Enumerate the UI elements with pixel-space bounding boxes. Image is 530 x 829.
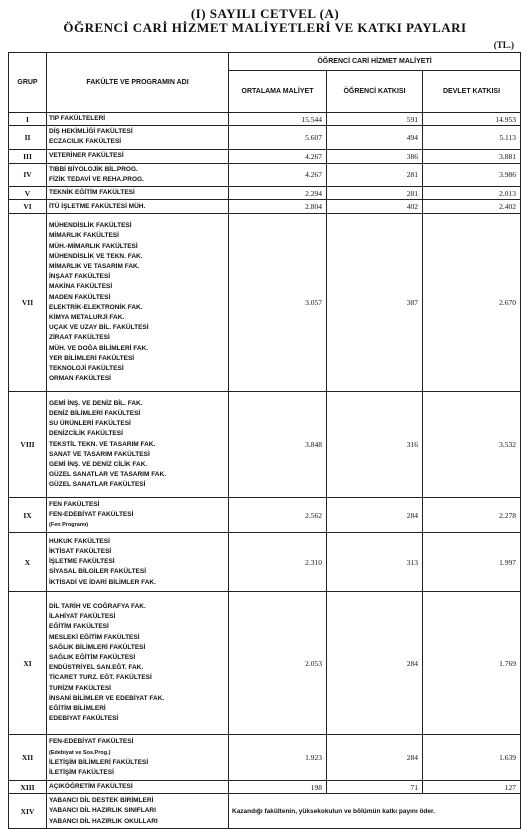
avg-cost-cell: 2.804 [229, 200, 327, 214]
faculty-name: EDEBİYAT FAKÜLTESİ [49, 715, 119, 723]
faculty-name: TIP FAKÜLTELERİ [49, 115, 106, 122]
student-share-cell: 316 [327, 392, 423, 498]
header-cost-group: ÖĞRENCİ CARİ HİZMET MALİYETİ [229, 53, 521, 71]
avg-cost-cell: 1.923 [229, 735, 327, 781]
faculty-name: VETERİNER FAKÜLTESİ [49, 152, 124, 159]
faculty-name: DENİZ BİLİMLERİ FAKÜLTESİ [49, 410, 141, 417]
faculty-name: ORMAN FAKÜLTESİ [49, 375, 111, 383]
student-share-cell: 494 [327, 126, 423, 149]
avg-cost-cell: 5.607 [229, 126, 327, 149]
faculty-name: MAKİNA FAKÜLTESİ [49, 283, 113, 291]
group-cell: XIV [9, 794, 47, 829]
faculty-name: AÇIKÖĞRETİM FAKÜLTESİ [49, 783, 133, 791]
avg-cost-cell: 3.848 [229, 392, 327, 498]
faculty-name: GÜZEL SANATLAR VE TASARIM FAK. [49, 471, 166, 479]
group-cell: III [9, 149, 47, 163]
student-share-cell: 281 [327, 187, 423, 200]
faculty-name: İKTİSAT FAKÜLTESİ [49, 547, 112, 555]
group-cell: VIII [9, 392, 47, 498]
student-share-cell: 591 [327, 113, 423, 126]
avg-cost-cell: 2.310 [229, 533, 327, 592]
table-row [9, 187, 521, 200]
faculty-cell [47, 794, 229, 829]
group-cell: V [9, 187, 47, 200]
faculty-name: EĞİTİM BİLİMLERİ [49, 705, 106, 713]
payment-note: Kazandığı fakültenin, yüksekokulun ve bölümün katkı payını öder. [229, 794, 521, 829]
faculty-name: İNSANİ BİLİMLER VE EDEBİYAT FAK. [49, 694, 165, 702]
faculty-name: HUKUK FAKÜLTESİ [49, 537, 110, 545]
faculty-name: FİZİK TEDAVİ VE REHA.PROG. [49, 175, 144, 183]
table-row [9, 533, 521, 592]
state-share-cell: 3.881 [423, 149, 521, 163]
faculty-name: SANAT VE TASARIM FAKÜLTESİ [49, 450, 150, 458]
state-share-cell: 14.953 [423, 113, 521, 126]
state-share-cell: 127 [423, 781, 521, 794]
faculty-name: (Edebiyat ve Sos.Prog.) [49, 749, 111, 756]
header-state-share: DEVLET KATKISI [423, 71, 521, 113]
group-cell: VII [9, 214, 47, 392]
state-share-cell: 1.997 [423, 533, 521, 592]
title-line-1: (I) SAYILI CETVEL (A) [190, 6, 340, 21]
cost-table [8, 52, 521, 829]
header-group: GRUP [9, 53, 47, 113]
faculty-name: TİCARET TURZ. EĞT. FAKÜLTESİ [49, 674, 152, 682]
state-share-cell: 1.769 [423, 592, 521, 735]
student-share-cell: 281 [327, 163, 423, 186]
faculty-name: DENİZCİLİK FAKÜLTESİ [49, 430, 123, 438]
faculty-name: SAĞLIK BİLİMLERİ FAKÜLTESİ [49, 643, 146, 651]
state-share-cell: 3.986 [423, 163, 521, 186]
faculty-cell [47, 781, 229, 794]
group-cell: XIII [9, 781, 47, 794]
table-row [9, 214, 521, 392]
student-share-cell: 387 [327, 214, 423, 392]
faculty-name: İNŞAAT FAKÜLTESİ [49, 273, 111, 281]
state-share-cell: 2.402 [423, 200, 521, 214]
table-row [9, 794, 521, 829]
avg-cost-cell: 2.053 [229, 592, 327, 735]
avg-cost-cell: 4.267 [229, 163, 327, 186]
group-cell: X [9, 533, 47, 592]
faculty-name: DİŞ HEKİMLİĞİ FAKÜLTESİ [49, 128, 133, 136]
faculty-name: SAĞLIK EĞİTİM FAKÜLTESİ [49, 654, 136, 662]
student-share-cell: 402 [327, 200, 423, 214]
faculty-name: FEN FAKÜLTESİ [49, 500, 100, 508]
student-share-cell: 71 [327, 781, 423, 794]
faculty-name: FEN-EDEBİYAT FAKÜLTESİ [49, 511, 134, 519]
faculty-name: ENDÜSTRİYEL SAN.EĞT. FAK. [49, 664, 144, 672]
faculty-name: TIBBİ BİYOLOJİK BİL.PROG. [49, 165, 138, 173]
group-cell: IV [9, 163, 47, 186]
faculty-name: İLETİŞİM BİLİMLERİ FAKÜLTESİ [49, 758, 149, 766]
avg-cost-cell: 3.057 [229, 214, 327, 392]
faculty-name: GEMİ İNŞ. VE DENİZ CİLİK FAK. [49, 461, 148, 469]
faculty-name: UÇAK VE UZAY BİL. FAKÜLTESİ [49, 324, 149, 332]
faculty-name: SİYASAL BİLGİLER FAKÜLTESİ [49, 568, 147, 576]
currency-unit: (TL.) [493, 40, 514, 50]
student-share-cell: 386 [327, 149, 423, 163]
faculty-name: SU ÜRÜNLERİ FAKÜLTESİ [49, 420, 131, 428]
faculty-name: MÜH.-MİMARLIK FAKÜLTESİ [49, 242, 138, 250]
faculty-name: MİMARLIK FAKÜLTESİ [49, 232, 119, 240]
faculty-cell [47, 200, 229, 214]
avg-cost-cell: 15.544 [229, 113, 327, 126]
faculty-name: İLETİŞİM FAKÜLTESİ [49, 768, 114, 776]
faculty-name: İLAHİYAT FAKÜLTESİ [49, 613, 116, 621]
faculty-name: GEMİ İNŞ. VE DENİZ BİL. FAK. [49, 399, 143, 407]
faculty-cell [47, 392, 229, 498]
faculty-name: TEKNİK EĞİTİM FAKÜLTESİ [49, 189, 135, 197]
student-share-cell: 284 [327, 735, 423, 781]
header-student-share: ÖĞRENCİ KATKISI [327, 71, 423, 113]
faculty-name: KİMYA METALURJİ FAK. [49, 313, 125, 321]
state-share-cell: 2.278 [423, 498, 521, 533]
state-share-cell: 2.670 [423, 214, 521, 392]
faculty-name: DİL TARİH VE COĞRAFYA FAK. [49, 603, 146, 610]
faculty-name: TURİZM FAKÜLTESİ [49, 684, 111, 692]
header-faculty: FAKÜLTE VE PROGRAMIN ADI [47, 53, 229, 113]
faculty-name: YABANCI DİL DESTEK BİRİMLERİ [49, 797, 154, 805]
table-row [9, 163, 521, 186]
faculty-cell [47, 126, 229, 149]
state-share-cell: 3.532 [423, 392, 521, 498]
faculty-cell [47, 214, 229, 392]
header-avg-cost: ORTALAMA MALİYET [229, 71, 327, 113]
faculty-name: YABANCI DİL HAZIRLIK SINIFLARI [49, 807, 156, 815]
state-share-cell: 1.639 [423, 735, 521, 781]
table-row [9, 149, 521, 163]
table-row [9, 126, 521, 149]
group-cell: IX [9, 498, 47, 533]
faculty-cell [47, 163, 229, 186]
avg-cost-cell: 4.267 [229, 149, 327, 163]
faculty-name: İŞLETME FAKÜLTESİ [49, 558, 115, 566]
faculty-name: MÜH. VE DOĞA BİLİMLERİ FAK. [49, 344, 149, 352]
faculty-cell [47, 533, 229, 592]
group-cell: II [9, 126, 47, 149]
faculty-name: GÜZEL SANATLAR FAKÜLTESİ [49, 481, 146, 489]
faculty-name: İKTİSADİ VE İDARİ BİLİMLER FAK. [49, 578, 156, 586]
faculty-name: YABANCI DİL HAZIRLIK OKULLARI [49, 817, 158, 825]
faculty-name: ECZACILIK FAKÜLTESİ [49, 138, 122, 146]
student-share-cell: 284 [327, 498, 423, 533]
student-share-cell: 313 [327, 533, 423, 592]
student-share-cell: 284 [327, 592, 423, 735]
table-row [9, 735, 521, 781]
faculty-cell [47, 592, 229, 735]
faculty-name: ELEKTRİK-ELEKTRONİK FAK. [49, 303, 143, 311]
faculty-name: ZİRAAT FAKÜLTESİ [49, 334, 110, 342]
table-row [9, 498, 521, 533]
faculty-name: İTÜ İŞLETME FAKÜLTESİ MÜH. [49, 202, 146, 210]
faculty-cell [47, 735, 229, 781]
table-row [9, 781, 521, 794]
group-cell: XII [9, 735, 47, 781]
group-cell: XI [9, 592, 47, 735]
faculty-name: MÜHENDİSLİK FAKÜLTESİ [49, 222, 132, 230]
table-row [9, 113, 521, 126]
faculty-name: MİMARLIK VE TASARIM FAK. [49, 262, 140, 270]
avg-cost-cell: 2.294 [229, 187, 327, 200]
avg-cost-cell: 2.562 [229, 498, 327, 533]
faculty-name: MÜHENDİSLİK VE TEKN. FAK. [49, 252, 143, 260]
faculty-name: MESLEKİ EĞİTİM FAKÜLTESİ [49, 633, 140, 641]
group-cell: I [9, 113, 47, 126]
faculty-name: TEKNOLOJİ FAKÜLTESİ [49, 364, 124, 372]
table-row [9, 592, 521, 735]
state-share-cell: 5.113 [423, 126, 521, 149]
faculty-name: YER BİLİMLERİ FAKÜLTESİ [49, 354, 135, 362]
faculty-cell [47, 498, 229, 533]
title-line-2: ÖĞRENCİ CARİ HİZMET MALİYETLERİ VE KATKI PAYLARI [63, 20, 467, 35]
avg-cost-cell: 198 [229, 781, 327, 794]
state-share-cell: 2.013 [423, 187, 521, 200]
table-row [9, 392, 521, 498]
faculty-name: EĞİTİM FAKÜLTESİ [49, 623, 109, 631]
group-cell: VI [9, 200, 47, 214]
faculty-cell [47, 113, 229, 126]
faculty-cell [47, 187, 229, 200]
faculty-name: FEN-EDEBİYAT FAKÜLTESİ [49, 738, 134, 746]
table-body [9, 113, 521, 829]
faculty-name: (Fen Programı) [49, 522, 89, 529]
faculty-cell [47, 149, 229, 163]
table-row [9, 200, 521, 214]
faculty-name: TEKSTİL TEKN. VE TASARIM FAK. [49, 440, 156, 448]
faculty-name: MADEN FAKÜLTESİ [49, 293, 111, 301]
